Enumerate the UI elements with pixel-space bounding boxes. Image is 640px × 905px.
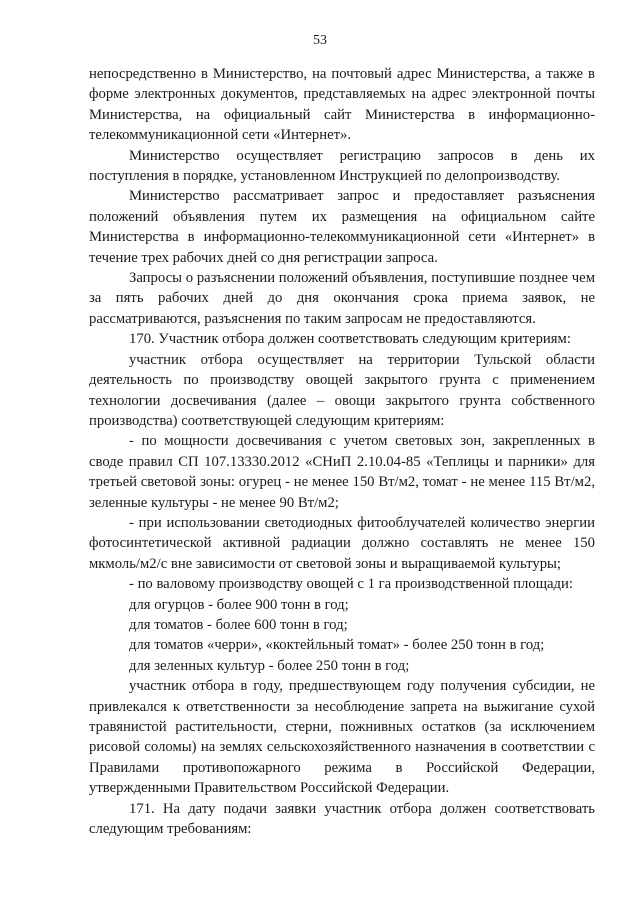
paragraph: Запросы о разъяснении положений объявления, поступившие позднее чем за пять рабочих дней до дня окончания срока приема заявок, не рассматриваются, разъяснения по таким запросам не предоставляются.	[89, 270, 595, 327]
paragraph: участник отбора в году, предшествующем году получения субсидии, не привлекался к ответственности за несоблюдение запрета на выжигание сухой травянистой растительности, стерни, пожнивных остатков (за исключением рисовой соломы) на землях сельскохозяйственного назначения в соответствии с Правилами противопожарного режима в Российской Федерации, утвержденными Правительством Российской Федерации.	[89, 678, 595, 797]
paragraph: для зеленных культур - более 250 тонн в год;	[129, 657, 410, 674]
paragraph: - по мощности досвечивания с учетом световых зон, закрепленных в своде правил СП 107.13330.2012 «СНиП 2.10.04-85 «Теплицы и парники» для третьей световой зоны: огурец - не менее 150 Вт/м2, томат - не менее 115 Вт/м2, зеленные культуры - не менее 90 Вт/м2;	[89, 433, 595, 511]
page-number: 53	[313, 33, 327, 48]
document-body	[89, 64, 595, 839]
paragraph: - при использовании светодиодных фитооблучателей количество энергии фотосинтетической активной радиации должно составлять не менее 150 мкмоль/м2/с вне зависимости от световой зоны и выращиваемой культуры;	[89, 514, 595, 572]
paragraph: непосредственно в Министерство, на почтовый адрес Министерства, а также в форме электронных документов, представляемых на адрес электронной почты Министерства, на официальный сайт Министерства в информационно-телекоммуникационной сети «Интернет».	[89, 66, 595, 144]
paragraph: для томатов «черри», «коктейльный томат» - более 250 тонн в год;	[129, 637, 545, 654]
paragraph: для томатов - более 600 тонн в год;	[129, 616, 348, 633]
paragraph: - по валовому производству овощей с 1 га производственной площади:	[129, 576, 573, 593]
paragraph: участник отбора осуществляет на территории Тульской области деятельность по производству овощей закрытого грунта с применением технологии досвечивания (далее – овощи закрытого грунта собственного производства) соответствующей следующим критериям:	[89, 351, 595, 429]
paragraph: для огурцов - более 900 тонн в год;	[129, 596, 349, 613]
paragraph: Министерство рассматривает запрос и предоставляет разъяснения положений объявления путем их размещения на официальном сайте Министерства в информационно-телекоммуникационной сети «Интернет» в течение трех рабочих дней со дня регистрации запроса.	[89, 188, 595, 266]
paragraph: 171. На дату подачи заявки участник отбора должен соответствовать следующим требованиям:	[89, 800, 595, 838]
paragraph: Министерство осуществляет регистрацию запросов в день их поступления в порядке, установленном Инструкцией по делопроизводству.	[89, 147, 595, 185]
paragraph: 170. Участник отбора должен соответствовать следующим критериям:	[129, 331, 571, 348]
